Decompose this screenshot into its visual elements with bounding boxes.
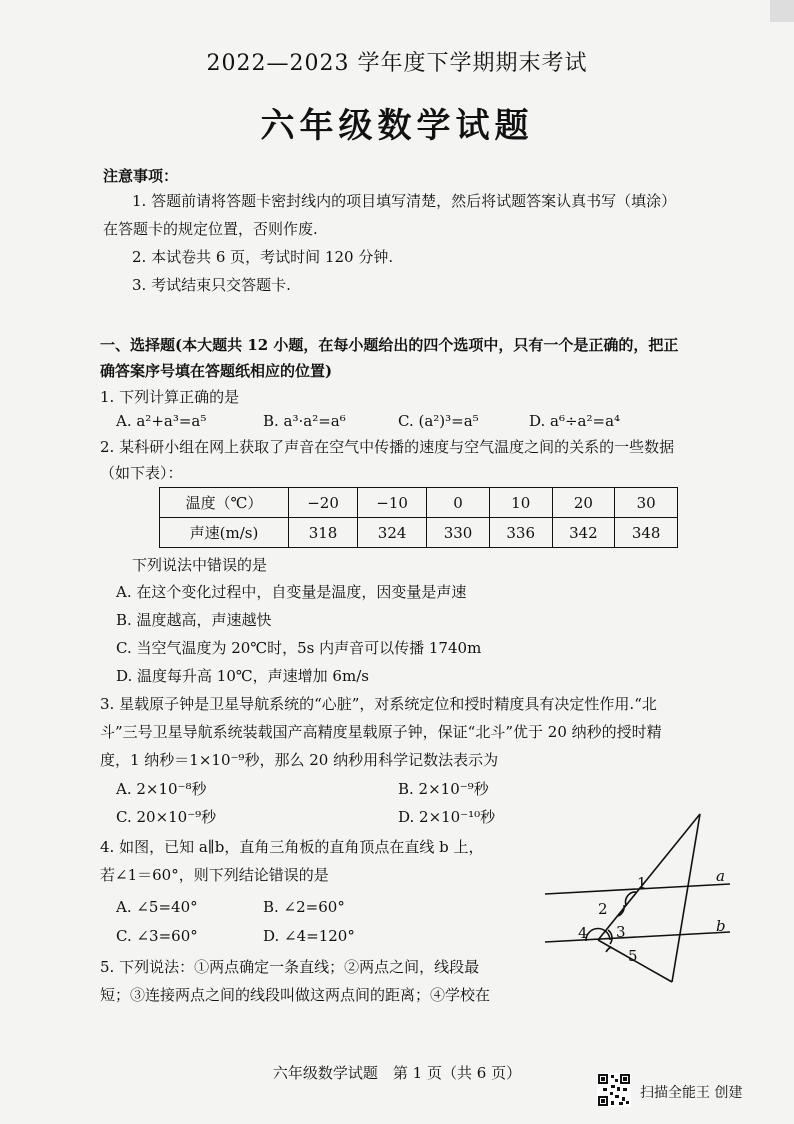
table-cell: −10 — [358, 488, 427, 518]
q4-stem: 4. 如图，已知 a∥b，直角三角板的直角顶点在直线 b 上， — [100, 838, 484, 856]
q2-question: 下列说法中错误的是 — [132, 556, 268, 574]
q4-option-d: D. ∠4=120° — [263, 927, 355, 945]
q3-stem-cont-1: 斗”三号卫星导航系统装载国产高精度星载原子钟，保证“北斗”优于 20 纳秒的授时精 — [100, 723, 662, 741]
speed-temperature-table — [159, 487, 678, 548]
notice-item-1-cont: 在答题卡的规定位置，否则作废. — [103, 220, 318, 238]
label-angle-3: 3 — [616, 923, 626, 941]
q5-stem: 5. 下列说法：①两点确定一条直线；②两点之间，线段最 — [100, 958, 480, 976]
parallel-lines-figure — [540, 810, 740, 995]
label-angle-2: 2 — [598, 900, 608, 918]
table-row — [160, 488, 678, 518]
table-cell: 324 — [358, 518, 427, 548]
q2-option-b: B. 温度越高，声速越快 — [116, 611, 272, 629]
q3-stem-cont-2: 度，1 纳秒＝1×10⁻⁹秒，那么 20 纳秒用科学记数法表示为 — [100, 751, 499, 769]
table-cell: 330 — [427, 518, 490, 548]
table-row — [160, 518, 678, 548]
table-cell: 318 — [289, 518, 358, 548]
notice-item-2: 2. 本试卷共 6 页，考试时间 120 分钟. — [132, 248, 394, 266]
notice-item-3: 3. 考试结束只交答题卡. — [132, 276, 291, 294]
q1-stem: 1. 下列计算正确的是 — [100, 388, 240, 406]
notice-heading: 注意事项： — [103, 167, 179, 185]
paper-title: 六年级数学试题 — [260, 106, 534, 146]
q1-option-b: B. a³·a²=a⁶ — [263, 412, 346, 430]
table-cell: −20 — [289, 488, 358, 518]
table-cell: 342 — [552, 518, 615, 548]
table-cell: 336 — [489, 518, 552, 548]
label-b: b — [716, 917, 726, 935]
row-header-temperature: 温度（℃） — [160, 488, 289, 518]
q4-option-c: C. ∠3=60° — [116, 927, 198, 945]
label-angle-5: 5 — [628, 947, 638, 965]
q3-option-b: B. 2×10⁻⁹秒 — [398, 780, 489, 798]
q2-option-c: C. 当空气温度为 20℃时，5s 内声音可以传播 1740m — [116, 639, 482, 657]
angle-5-arc — [606, 947, 611, 952]
q2-option-a: A. 在这个变化过程中，自变量是温度，因变量是声速 — [116, 583, 467, 601]
exam-title: 2022—2023 学年度下学期期末考试 — [206, 51, 588, 76]
q2-option-d: D. 温度每升高 10℃，声速增加 6m/s — [116, 667, 369, 685]
q3-option-c: C. 20×10⁻⁹秒 — [116, 808, 217, 826]
scan-artifact — [770, 0, 794, 22]
q4-option-a: A. ∠5=40° — [116, 898, 198, 916]
page-footer: 六年级数学试题 第 1 页（共 6 页） — [272, 1064, 522, 1082]
q5-stem-cont: 短；③连接两点之间的线段叫做这两点间的距离；④学校在 — [100, 986, 491, 1004]
q3-option-d: D. 2×10⁻¹⁰秒 — [398, 808, 496, 826]
q2-stem-cont: （如下表）： — [100, 464, 183, 482]
q1-option-d: D. a⁶÷a²=a⁴ — [529, 412, 621, 430]
triangle-vertical-leg — [672, 814, 700, 982]
line-b — [545, 932, 730, 942]
label-angle-4: 4 — [578, 924, 588, 942]
qr-code-icon — [597, 1073, 631, 1107]
notice-item-1: 1. 答题前请将答题卡密封线内的项目填写清楚，然后将试题答案认真书写（填涂） — [132, 192, 677, 210]
q1-option-a: A. a²+a³=a⁵ — [116, 412, 207, 430]
table-cell: 30 — [615, 488, 678, 518]
q1-option-c: C. (a²)³=a⁵ — [398, 412, 479, 430]
q3-option-a: A. 2×10⁻⁸秒 — [116, 780, 207, 798]
q2-stem: 2. 某科研小组在网上获取了声音在空气中传播的速度与空气温度之间的关系的一些数据 — [100, 438, 675, 456]
triangle-hypotenuse — [598, 814, 700, 940]
q3-stem: 3. 星载原子钟是卫星导航系统的“心脏”，对系统定位和授时精度具有决定性作用.“北 — [100, 695, 657, 713]
row-header-speed: 声速(m/s) — [160, 518, 289, 548]
table-cell: 348 — [615, 518, 678, 548]
table-cell: 0 — [427, 488, 490, 518]
section-heading-cont: 确答案序号填在答题纸相应的位置) — [100, 362, 333, 380]
table-cell: 10 — [489, 488, 552, 518]
label-a: a — [716, 867, 725, 885]
table-cell: 20 — [552, 488, 615, 518]
q4-option-b: B. ∠2=60° — [263, 898, 345, 916]
label-angle-1: 1 — [637, 874, 647, 892]
section-heading: 一、选择题(本大题共 12 小题，在每小题给出的四个选项中，只有一个是正确的，把正 — [100, 336, 679, 354]
q4-stem-cont: 若∠1＝60°，则下列结论错误的是 — [100, 866, 329, 884]
scanner-watermark: 扫描全能王 创建 — [640, 1085, 743, 1101]
